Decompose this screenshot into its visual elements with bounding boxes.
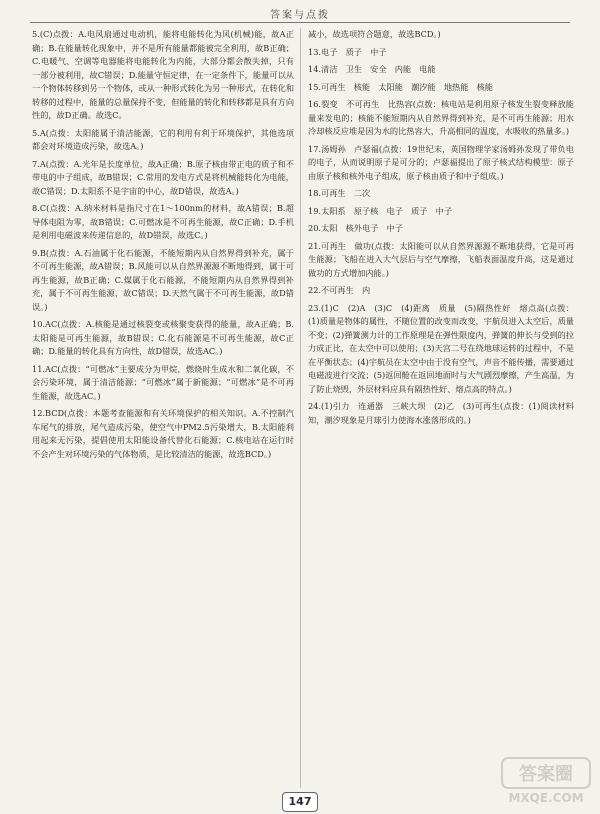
answer-number: 12. <box>32 408 46 418</box>
answer-number: 16. <box>308 99 322 109</box>
answer-text: 不可再生 内 <box>321 285 371 295</box>
answer-item <box>308 284 574 298</box>
watermark-logo <box>500 756 592 808</box>
answer-item <box>308 205 574 219</box>
answer-item <box>32 158 294 199</box>
page-number: 147 <box>282 792 318 812</box>
page-header <box>0 0 600 28</box>
answer-item <box>32 363 294 404</box>
answer-item <box>32 407 294 461</box>
answer-item <box>32 202 294 243</box>
answer-number: 24. <box>308 401 322 411</box>
answer-number: 22. <box>308 285 322 295</box>
right-column <box>308 28 574 788</box>
answer-text: 清洁 卫生 安全 内能 电能 <box>321 64 436 74</box>
left-column <box>32 28 294 788</box>
answer-item <box>308 400 574 427</box>
answer-text: C(点拨：A.纳米材料是指尺寸在1～100nm的材料，故A错误；B.超导体电阻为零，故B错误；C.可燃冰是不可再生能源，故C正确；D.手机是利用电磁波来传递信息的，故D错误，故选C。) <box>32 203 294 240</box>
answer-item <box>308 81 574 95</box>
answer-item <box>308 63 574 77</box>
answer-number: 13. <box>308 46 322 57</box>
answer-number: 19. <box>308 205 322 216</box>
answer-item <box>308 98 574 139</box>
answer-item <box>308 240 574 281</box>
answer-number: 17. <box>308 143 322 154</box>
answer-number: 23. <box>308 302 322 313</box>
watermark-line2: MXQE.COM <box>508 791 584 805</box>
answer-text: 可再生 做功(点拨：太阳能可以从自然界源源不断地获得，它是可再生能源；飞船在进入大气层后与空气摩擦，飞船表面温度升高，这是通过做功的方式增加内能。) <box>308 240 574 278</box>
column-divider <box>300 28 301 788</box>
answer-number: 14. <box>308 64 322 74</box>
answer-item <box>308 46 574 60</box>
watermark-line1: 答案圈 <box>519 764 573 785</box>
answer-text: (1)引力 连通器 三峡大坝 (2)乙 (3)可再生(点拨：(1)阅读材料知，潮汐现象是月球引力使海水涨落形成的。) <box>308 401 574 425</box>
answer-item <box>32 318 294 359</box>
answer-item <box>32 247 294 315</box>
answer-number: 20. <box>308 223 322 233</box>
answer-text: A(点拨：太阳能属于清洁能源，它的利用有利于环境保护，其他选项都会对环境造成污染，故选A。) <box>32 127 294 151</box>
answer-item <box>308 187 574 201</box>
answer-text: B(点拨：A.石油属于化石能源，不能短期内从自然界得到补充，属于不可再生能源，故A错误；B.风能可以从自然界源源不断地得到，属于可再生能源，故B正确；C.煤属于化石能源，不能短期内从自然界得到补充，属于不可再生能源，故C错误；D.天然气属于不可再生能源，故D错误。) <box>32 247 294 312</box>
answer-text: 太阳 核外电子 中子 <box>321 223 403 233</box>
answer-text: AC(点拨：A.核能是通过核裂变或核聚变获得的能量，故A正确；B.太阳能是可再生能源，故B错误；C.化石能源是不可再生能源，故C正确；D.能量的转化具有方向性，故D错误，故选AC。) <box>32 319 294 356</box>
answer-text: 太阳系 原子核 电子 质子 中子 <box>321 205 453 216</box>
answer-text: 汤姆孙 卢瑟福(点拨：19世纪末，英国物理学家汤姆孙发现了带负电的电子，从而说明原子是可分的；卢瑟福提出了原子核式结构模型：原子由原子核和核外电子组成，原子核由质子和中子组成。) <box>308 143 574 181</box>
header-title: 答案与点拨 <box>270 10 330 21</box>
answer-item <box>308 28 574 42</box>
answer-text: AC(点拨：“可燃冰”主要成分为甲烷，燃烧时生成水和二氧化碳，不会污染环境，属于清洁能源；“可燃冰”属于新能源；“可燃冰”是不可再生能源，故选AC。) <box>32 363 294 401</box>
answer-text: 电子 质子 中子 <box>321 46 387 57</box>
answer-number: 8. <box>32 203 40 213</box>
answer-number: 11. <box>32 363 46 374</box>
answer-text: 可再生 核能 太阳能 潮汐能 地热能 核能 <box>321 81 493 92</box>
answer-item <box>308 302 574 397</box>
answer-text: (C)点拨：A.电风扇通过电动机，能将电能转化为风(机械)能，故A正确；B.在能量转化现象中，并不是所有能量都能被完全利用，故B正确；C.电暖气、空调等电器能将电能转化为内能，大部分都会散失掉，只有一部分被利用，故C错误；D.能量守恒定律，在一定条件下，能量可以从一个物体转移到另一个物体，或从一种形式转化为另一种形式，在转化和转移的过程中，能量的总量保持不变，但能量的转化和转移都是具有方向性的，故D正确。故选C。 <box>32 29 294 120</box>
answer-number: 5. <box>32 127 40 138</box>
answer-number: 10. <box>32 319 46 329</box>
answer-text: (1)C (2)A (3)C (4)距离 质量 (5)隔热性好 熔点高(点拨：(1)质量是物体的属性，不随位置的改变而改变，宇航员进入太空后，质量不变；(2)弹簧测力计的工作原理是在弹性限度内，弹簧的伸长与受到的拉力成正比，在太空中可以使用；(3)天宫二号在绕地球运转的过程中，不是在平衡状态；(4)宇航员在太空中由于没有空气，声音不能传播，需要通过电磁波进行交流；(5)返回舱在返回地面时与大气剧烈摩擦，产生高温，为了防止烧毁，外层材料应具有隔热性好、熔点高的特点。) <box>308 302 574 394</box>
answer-item <box>32 127 294 154</box>
answer-item <box>308 143 574 184</box>
answer-number: 15. <box>308 81 322 92</box>
answer-text: 裂变 不可再生 比热容(点拨：核电站是利用原子核发生裂变释放能量来发电的；核能不能短期内从自然界得到补充，是不可再生能源；用水冷却核反应堆是因为水的比热容大，升高相同的温度，水吸收的热量多。) <box>308 99 574 136</box>
answer-number: 7. <box>32 158 40 169</box>
answer-number: 9. <box>32 247 40 258</box>
header-rule <box>30 22 570 23</box>
answer-item <box>308 222 574 236</box>
answer-text: 减小，故选项符合题意，故选BCD。) <box>308 29 441 39</box>
answer-item <box>32 28 294 123</box>
answer-number: 5. <box>32 29 40 39</box>
answer-text: A(点拨：A.光年是长度单位，故A正确；B.原子核由带正电的质子和不带电的中子组成，故B错误；C.常用的发电方式是将机械能转化为电能，故C错误；D.太阳系不是宇宙的中心，故D错误，故选A。) <box>32 158 294 196</box>
answer-number: 18. <box>308 188 322 198</box>
answer-text: 可再生 二次 <box>321 188 371 198</box>
answer-text: BCD(点拨：本题考查能源和有关环境保护的相关知识。A.不控制汽车尾气的排放，尾气造成污染，使空气中PM2.5污染增大，B.太阳能利用起来无污染，提倡使用太阳能设备代替化石能源；C.核电站在运行时不会产生对环境污染的气体物质，是比较清洁的能源，故选BCD。) <box>32 408 294 459</box>
answer-number: 21. <box>308 240 322 251</box>
